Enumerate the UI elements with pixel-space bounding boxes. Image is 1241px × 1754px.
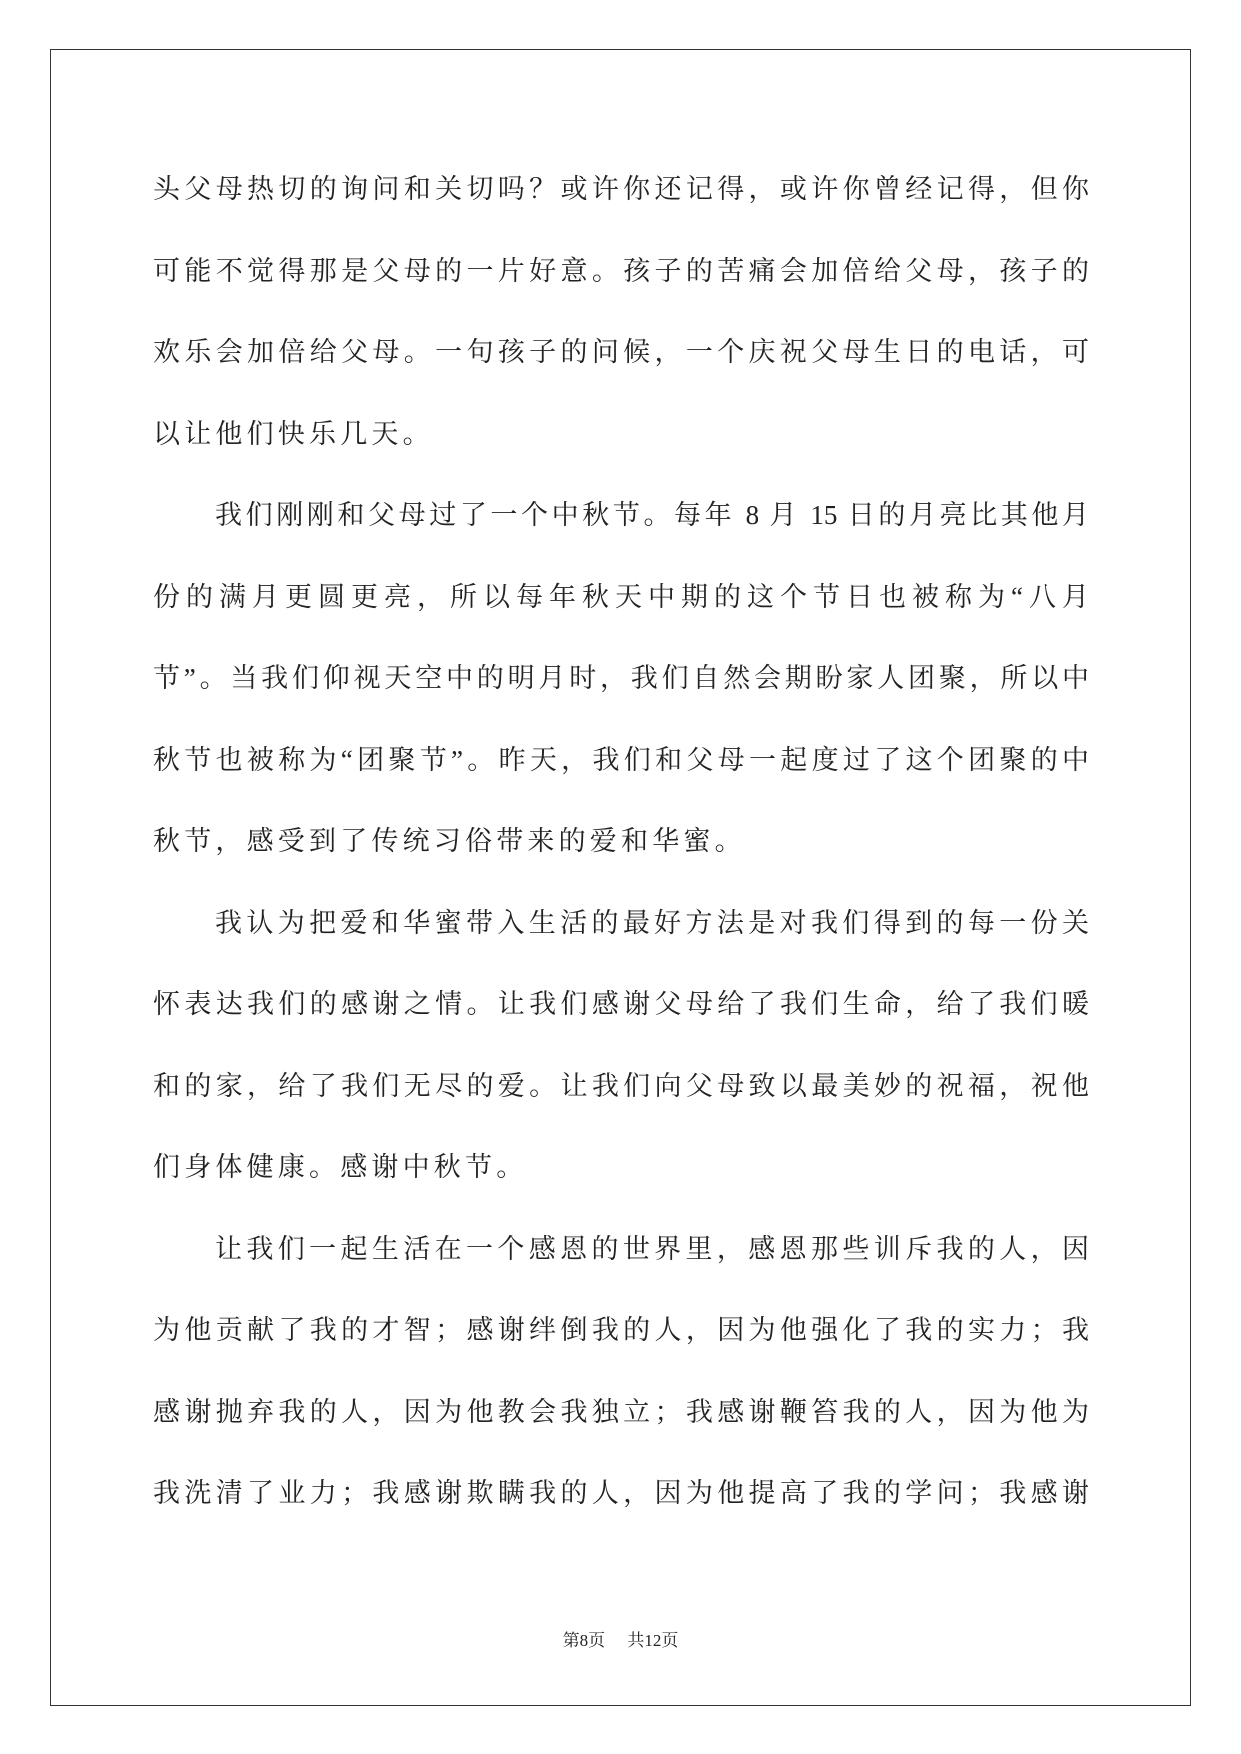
paragraph xyxy=(153,149,1089,475)
text-line: 怀表达我们的感谢之情。让我们感谢父母给了我们生命，给了我们暖 xyxy=(153,989,1089,1019)
text-line: 秋节，感受到了传统习俗带来的爱和华蜜。 xyxy=(153,826,746,856)
text-line: 节”。当我们仰视天空中的明月时，我们自然会期盼家人团聚，所以中 xyxy=(153,663,1089,693)
text-line: 我认为把爱和华蜜带入生活的最好方法是对我们得到的每一份关 xyxy=(215,907,1089,938)
page-total: 共12页 xyxy=(627,1631,679,1650)
paragraph xyxy=(153,1209,1089,1535)
text-line: 让我们一起生活在一个感恩的世界里，感恩那些训斥我的人，因 xyxy=(215,1233,1089,1264)
text-line: 头父母热切的询问和关切吗？或许你还记得，或许你曾经记得，但你 xyxy=(153,174,1089,204)
text-line: 我们刚刚和父母过了一个中秋节。每年 8 月 15 日的月亮比其他月 xyxy=(215,500,1089,530)
text-line: 为他贡献了我的才智；感谢绊倒我的人，因为他强化了我的实力；我 xyxy=(153,1315,1089,1345)
text-line: 以让他们快乐几天。 xyxy=(153,418,434,449)
page-number: 第8页 xyxy=(562,1631,606,1650)
text-line: 欢乐会加倍给父母。一句孩子的问候，一个庆祝父母生日的电话，可 xyxy=(153,337,1089,367)
text-line: 们身体健康。感谢中秋节。 xyxy=(153,1152,528,1182)
text-line: 份的满月更圆更亮，所以每年秋天中期的这个节日也被称为“八月 xyxy=(153,581,1089,612)
page-footer xyxy=(0,1629,1241,1653)
paragraph xyxy=(153,883,1089,1209)
text-line: 我洗清了业力；我感谢欺瞒我的人，因为他提高了我的学问；我感谢 xyxy=(153,1478,1089,1508)
text-line: 秋节也被称为“团聚节”。昨天，我们和父母一起度过了这个团聚的中 xyxy=(153,744,1089,775)
text-line: 和的家，给了我们无尽的爱。让我们向父母致以最美妙的祝福，祝他 xyxy=(153,1070,1089,1101)
paragraph xyxy=(153,475,1089,883)
text-line: 感谢抛弃我的人，因为他教会我独立；我感谢鞭笞我的人，因为他为 xyxy=(153,1396,1089,1427)
document-body xyxy=(153,149,1089,1535)
text-line: 可能不觉得那是父母的一片好意。孩子的苦痛会加倍给父母，孩子的 xyxy=(153,255,1089,286)
